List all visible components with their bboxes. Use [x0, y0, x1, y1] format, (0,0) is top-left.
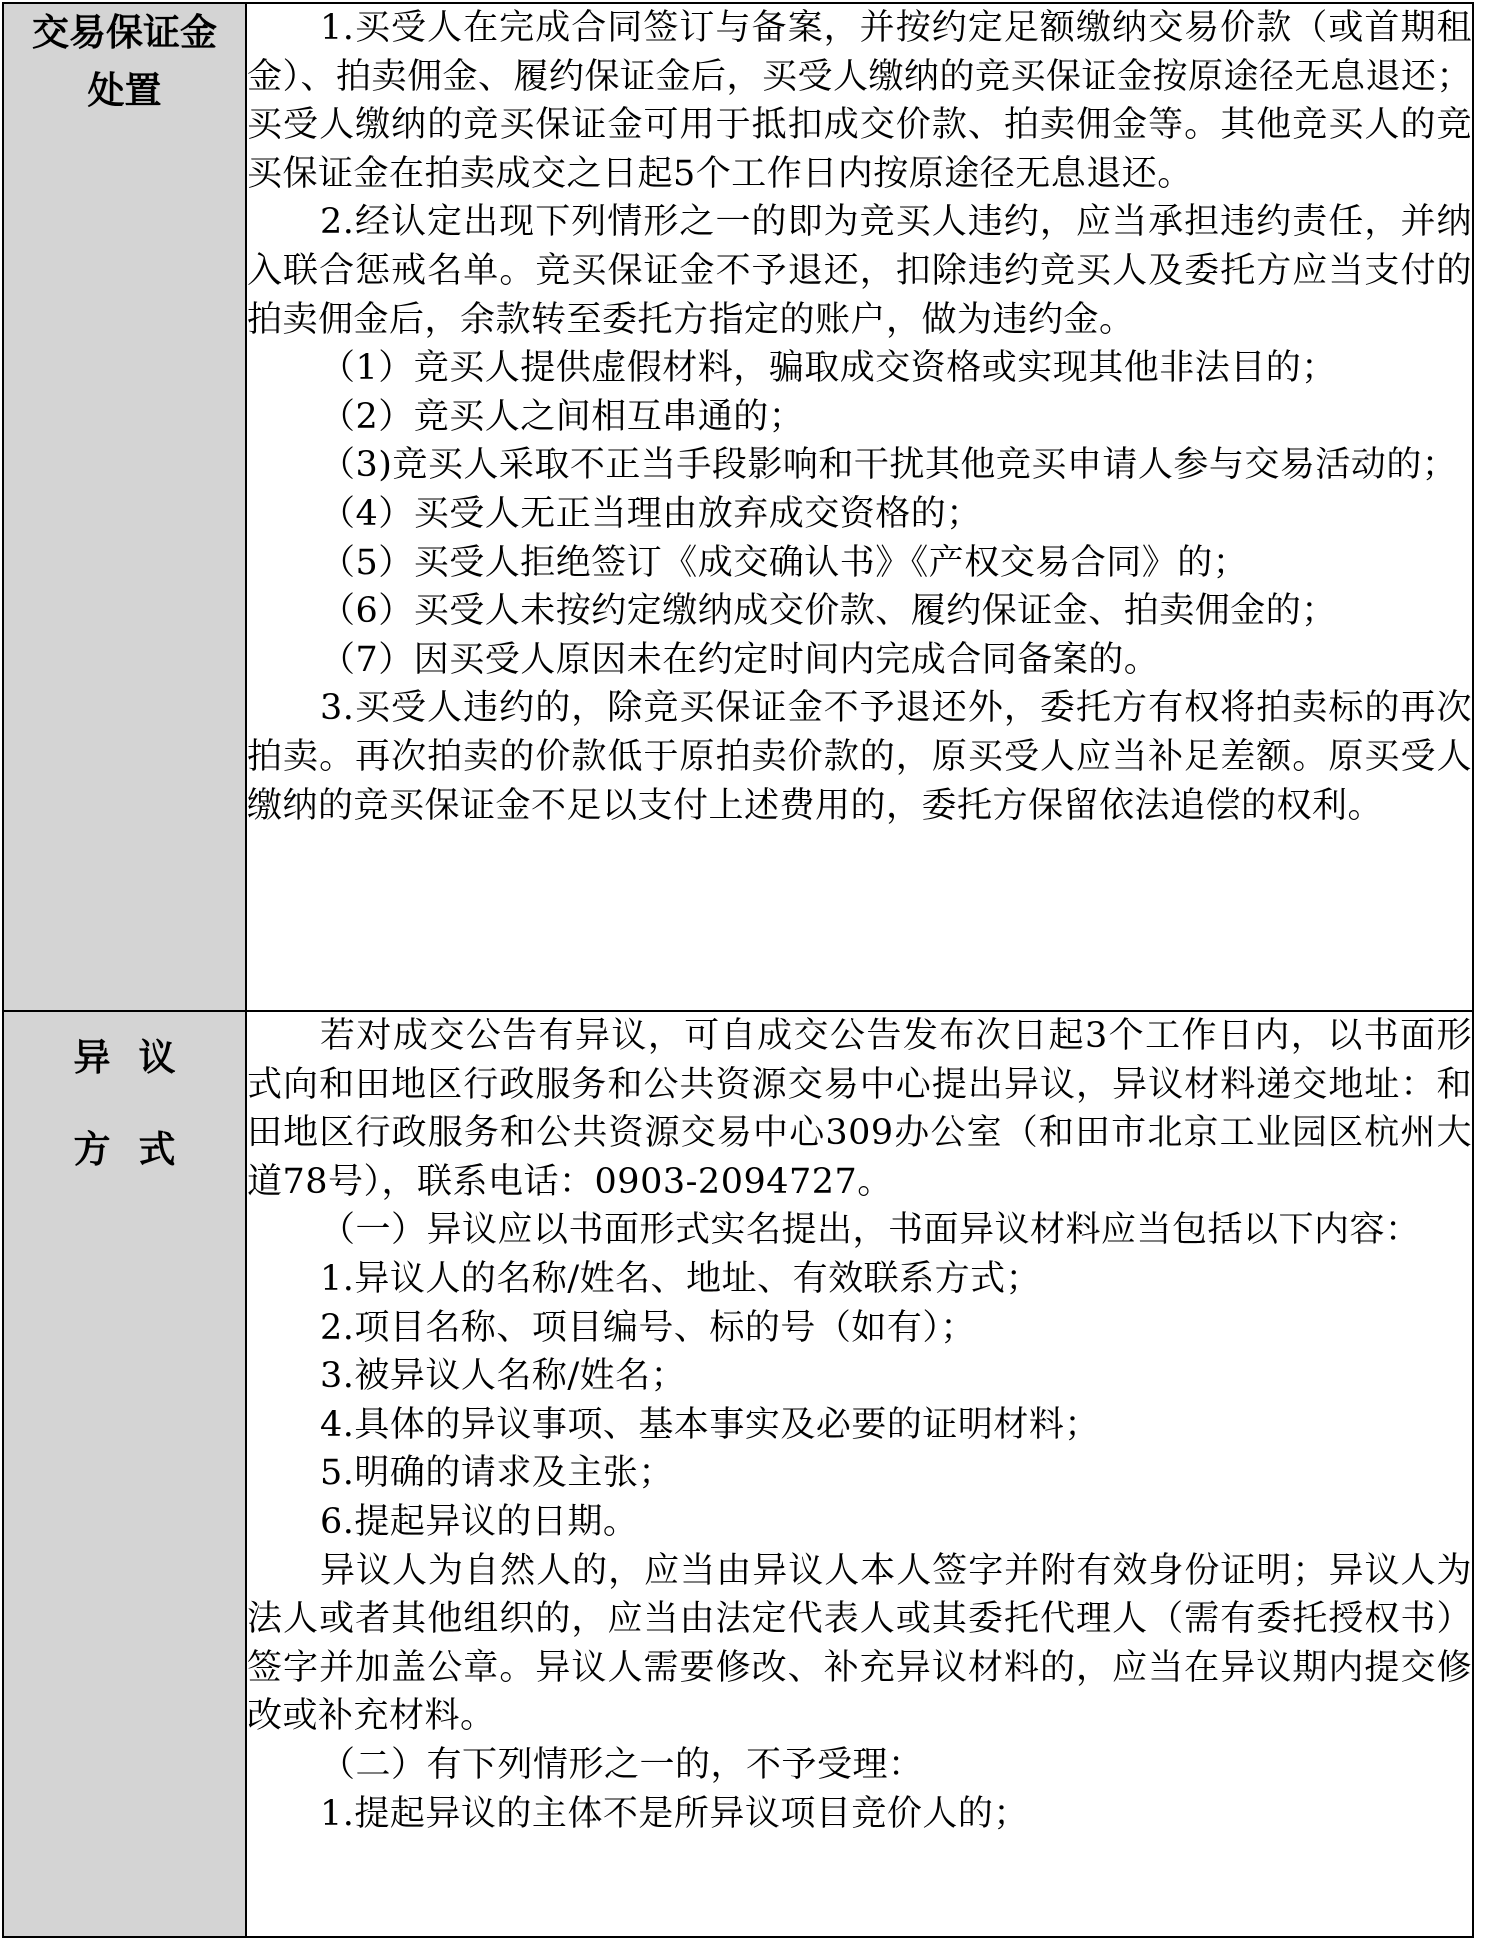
list-item: 3.被异议人名称/姓名； — [320, 1356, 687, 1397]
list-item: （3)竞买人采取不正当手段影响和干扰其他竞买申请人参与交易活动的； — [320, 445, 1458, 486]
list-item: （1）竞买人提供虚假材料，骗取成交资格或实现其他非法目的； — [320, 348, 1337, 389]
label-cell-objection-method — [3, 1011, 246, 1937]
paragraph: 2.经认定出现下列情形之一的即为竞买人违约，应当承担违约责任，并纳入联合惩戒名单。竞买保证金不予退还，扣除违约竞买人及委托方应当支付的拍卖佣金后，余款转至委托方指定的账户，做为违约金。 — [247, 202, 1472, 340]
content-cell-deposit-disposal — [246, 3, 1473, 1011]
content-cell-objection-method — [246, 1011, 1473, 1937]
paragraph: （二）有下列情形之一的，不予受理： — [320, 1744, 924, 1785]
row-label-line: 处置 — [87, 70, 162, 111]
list-item: 4.具体的异议事项、基本事实及必要的证明材料； — [320, 1404, 1100, 1445]
row-label-line: 异议 — [73, 1037, 204, 1078]
list-item: （2）竞买人之间相互串通的； — [320, 396, 805, 437]
list-item: （7）因买受人原因未在约定时间内完成合同备案的。 — [320, 639, 1160, 680]
list-item: 5.明确的请求及主张； — [320, 1453, 674, 1494]
list-item: （4）买受人无正当理由放弃成交资格的； — [320, 493, 982, 534]
table-row-objection-method — [3, 1011, 1473, 1937]
list-item: （5）买受人拒绝签订《成交确认书》《产权交易合同》的； — [320, 542, 1249, 583]
paragraph: 异议人为自然人的，应当由异议人本人签字并附有效身份证明；异议人为法人或者其他组织的，应当由法定代表人或其委托代理人（需有委托授权书）签字并加盖公章。异议人需要修改、补充异议材料的，应当在异议期内提交修改或补充材料。 — [247, 1550, 1472, 1737]
list-item: 1.提起异议的主体不是所异议项目竞价人的； — [320, 1793, 1029, 1834]
list-item: 6.提起异议的日期。 — [320, 1501, 639, 1542]
table-row-deposit-disposal — [3, 3, 1473, 1011]
list-item: （6）买受人未按约定缴纳成交价款、履约保证金、拍卖佣金的； — [320, 591, 1337, 632]
row-label-line: 方式 — [73, 1129, 204, 1170]
paragraph: 3.买受人违约的，除竞买保证金不予退还外，委托方有权将拍卖标的再次拍卖。再次拍卖的价款低于原拍卖价款的，原买受人应当补足差额。原买受人缴纳的竞买保证金不足以支付上述费用的，委托方保留依法追偿的权利。 — [247, 688, 1472, 826]
paragraph: 1.买受人在完成合同签订与备案，并按约定足额缴纳交易价款（或首期租金）、拍卖佣金、履约保证金后，买受人缴纳的竞买保证金按原途径无息退还；买受人缴纳的竞买保证金可用于抵扣成交价款、拍卖佣金等。其他竞买人的竞买保证金在拍卖成交之日起5个工作日内按原途径无息退还。 — [247, 8, 1473, 194]
info-table — [2, 2, 1474, 1938]
list-item: 1.异议人的名称/姓名、地址、有效联系方式； — [320, 1258, 1042, 1299]
list-item: 2.项目名称、项目编号、标的号（如有）； — [320, 1307, 976, 1348]
row-label-line: 交易保证金 — [32, 12, 217, 53]
label-cell-deposit-disposal — [3, 3, 246, 1011]
paragraph: （一）异议应以书面形式实名提出，书面异议材料应当包括以下内容： — [320, 1210, 1421, 1251]
paragraph: 若对成交公告有异议，可自成交公告发布次日起3个工作日内，以书面形式向和田地区行政服务和公共资源交易中心提出异议，异议材料递交地址：和田地区行政服务和公共资源交易中心309办公室（和田市北京工业园区杭州大道78号），联系电话：0903-2094727。 — [247, 1016, 1472, 1202]
